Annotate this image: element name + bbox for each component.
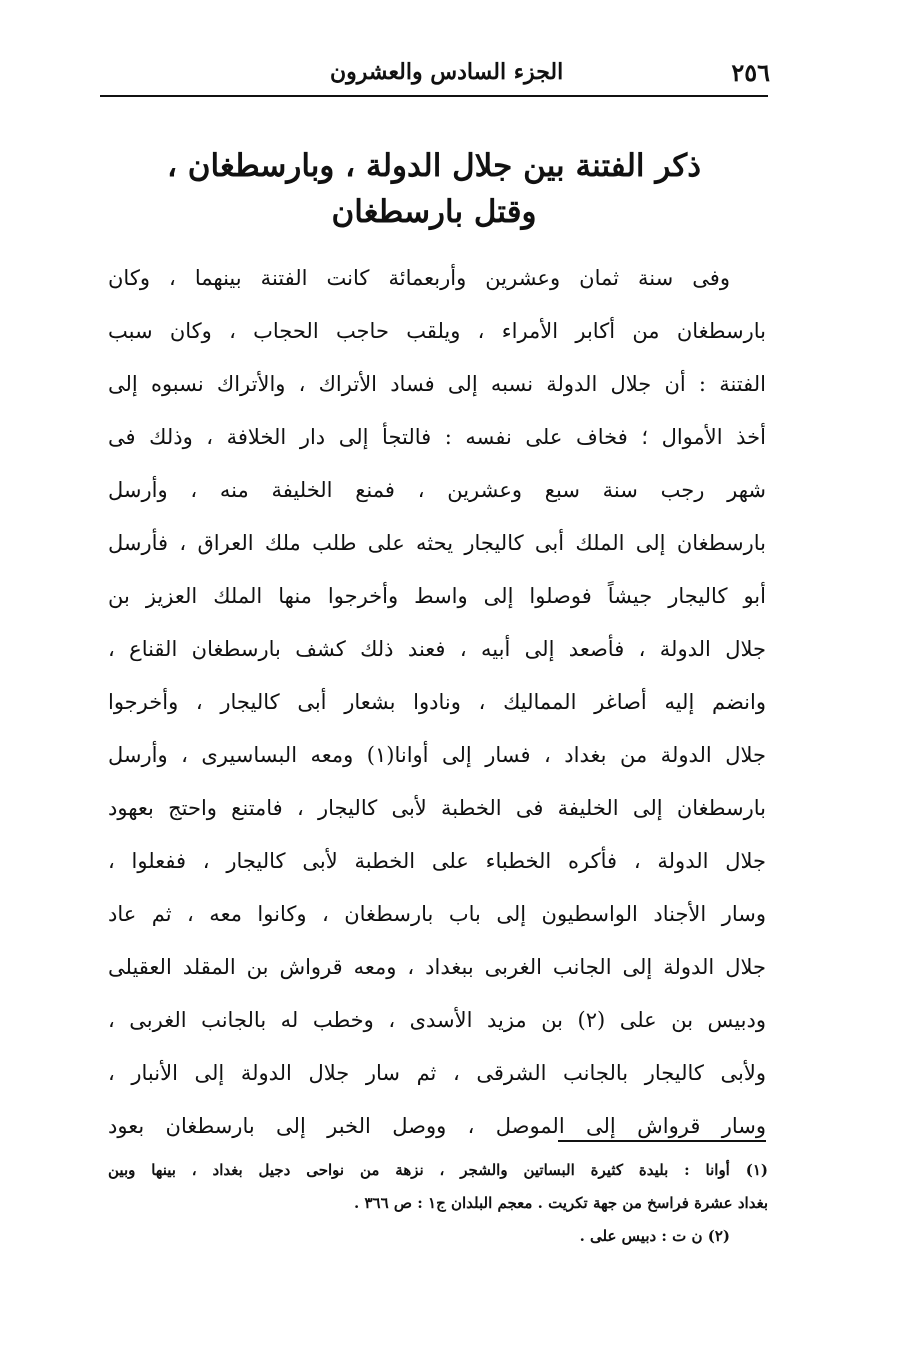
running-head [100, 52, 770, 92]
body-line: بارسطغان إلى الملك أبى كاليجار يحثه على طلب ملك العراق ، فأرسل [108, 531, 766, 555]
body-line: وفى سنة ثمان وعشرين وأربعمائة كانت الفتنة بينهما ، وكان [108, 266, 730, 290]
header-rule [100, 95, 768, 97]
running-title: الجزء السادس والعشرون [330, 59, 564, 85]
body-line: أخذ الأموال ؛ فخاف على نفسه : فالتجأ إلى دار الخلافة ، وذلك فى [108, 425, 766, 449]
body-line: شهر رجب سنة سبع وعشرين ، فمنع الخليفة منه ، وأرسل [108, 478, 766, 502]
footnote-1-line-1: (١) أوانا : بليدة كثيرة البساتين والشجر ، نزهة من نواحى دجيل بغداد ، بينها وبين [108, 1161, 768, 1179]
body-line: جلال الدولة ، فأكره الخطباء على الخطبة لأبى كاليجار ، ففعلوا ، [108, 849, 766, 873]
body-line: بارسطغان إلى الخليفة فى الخطبة لأبى كاليجار ، فامتنع واحتج بعهود [108, 796, 766, 820]
body-line: أبو كاليجار جيشاً فوصلوا إلى واسط وأخرجوا منها الملك العزيز بن [108, 584, 766, 608]
body-line: جلال الدولة ، فأصعد إلى أبيه ، فعند ذلك كشف بارسطغان القناع ، [108, 637, 766, 661]
body-line: ولأبى كاليجار بالجانب الشرقى ، ثم سار جلال الدولة إلى الأنبار ، [108, 1061, 766, 1085]
footnotes [108, 1154, 768, 1253]
body-line: بارسطغان من أكابر الأمراء ، ويلقب حاجب الحجاب ، وكان سبب [108, 319, 766, 343]
body-line: جلال الدولة إلى الجانب الغربى ببغداد ، ومعه قرواش بن المقلد العقيلى [108, 955, 766, 979]
body-line: جلال الدولة من بغداد ، فسار إلى أوانا(١) ومعه البساسيرى ، وأرسل [108, 743, 766, 767]
section-title-line-1: ذكر الفتنة بين جلال الدولة ، وبارسطغان ، [166, 148, 701, 184]
footnote-2: (٢) ن ت : دبيس على . [579, 1227, 730, 1245]
section-title-line-2: وقتل بارسطغان [331, 194, 537, 230]
page-number: ٢٥٦ [731, 57, 770, 87]
section-title [100, 143, 768, 235]
body-line: وانضم إليه أصاغر المماليك ، ونادوا بشعار أبى كاليجار ، وأخرجوا [108, 690, 766, 714]
body-line: وسار الأجناد الواسطيون إلى باب بارسطغان ، وكانوا معه ، ثم عاد [108, 902, 766, 926]
footnote-1-line-2: بغداد عشرة فراسخ من جهة تكريت . معجم البلدان ج١ : ص ٣٦٦ . [354, 1194, 768, 1212]
body-line: وسار قرواش إلى الموصل ، ووصل الخبر إلى بارسطغان بعود [108, 1114, 766, 1138]
body-text [108, 252, 766, 1153]
footnote-rule [558, 1140, 766, 1142]
body-line: ودبيس بن على (٢) بن مزيد الأسدى ، وخطب له بالجانب الغربى ، [108, 1008, 767, 1032]
body-line: الفتنة : أن جلال الدولة نسبه إلى فساد الأتراك ، والأتراك نسبوه إلى [108, 372, 766, 396]
